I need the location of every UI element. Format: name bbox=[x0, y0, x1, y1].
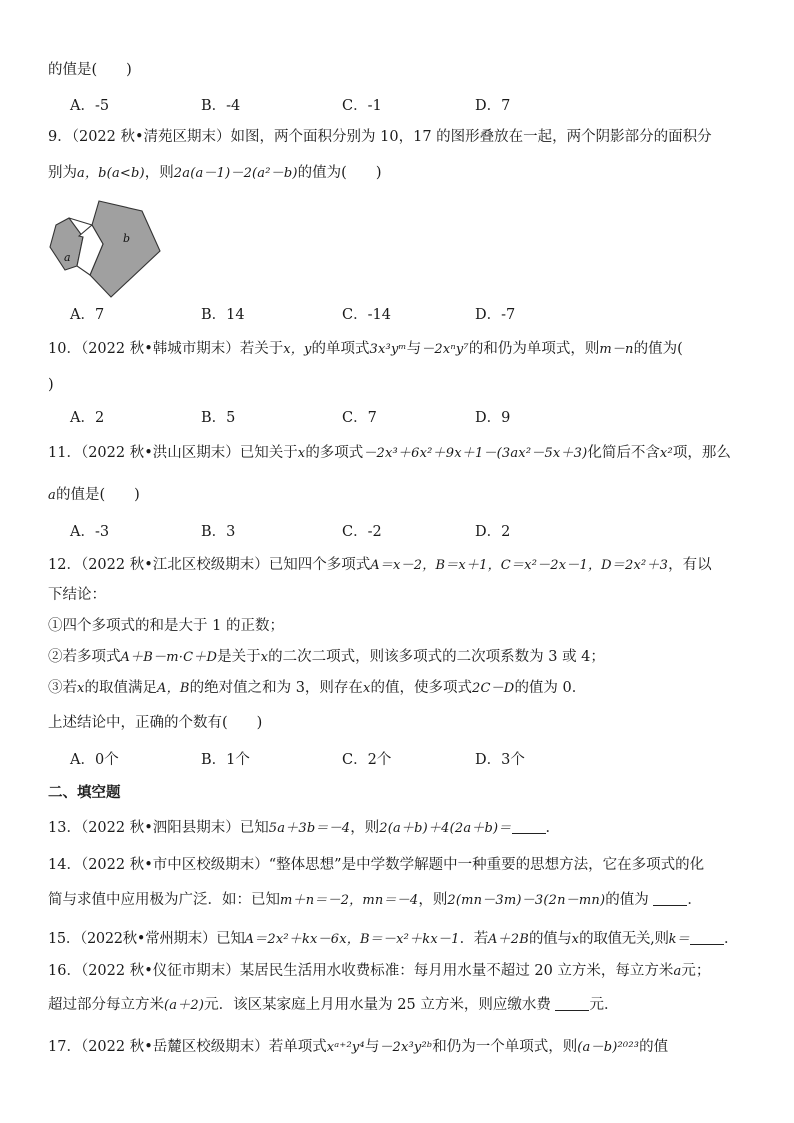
q11-text4: 项，那么 bbox=[672, 445, 731, 461]
q15-var-x: x bbox=[571, 932, 580, 947]
q15-line bbox=[48, 929, 738, 950]
q14-conditions: m＋n＝－2，mn＝－4 bbox=[280, 893, 419, 908]
q9-option-d: D．-7 bbox=[475, 307, 516, 323]
q12-c2-text: ②若多项式 bbox=[48, 649, 121, 665]
q10-monomial2: －2xⁿy⁷ bbox=[421, 342, 469, 357]
q11-line2 bbox=[48, 485, 140, 506]
q8-option-b: B．-4 bbox=[201, 98, 241, 114]
q10-text4: 的和仍为单项式，则 bbox=[468, 341, 600, 357]
q9-vars: a，b(a<b) bbox=[77, 166, 145, 181]
q15-text4: 的取值无关,则 bbox=[579, 931, 669, 947]
q8-option-d: D．7 bbox=[475, 98, 511, 114]
q8-option-c: C．-1 bbox=[342, 98, 382, 114]
q12-polynomials: A＝x－2，B＝x＋1，C＝x²－2x－1，D＝2x²＋3 bbox=[370, 558, 669, 573]
q14-line1: 14．（2022 秋•市中区校级期末）“整体思想”是中学数学解题中一种重要的思想方法，它在多项式的化 bbox=[48, 857, 705, 873]
q17-monomial2: －2x³y²ᵇ bbox=[379, 1040, 433, 1055]
section-heading-fill-in: 二、填空题 bbox=[48, 784, 121, 801]
q17-text: 17．（2022 秋•岳麓区校级期末）若单项式 bbox=[48, 1039, 327, 1055]
q16-line1 bbox=[48, 961, 710, 982]
q13-line bbox=[48, 818, 560, 839]
q12-conclusion-1: ①四个多项式的和是大于 1 的正数； bbox=[48, 618, 284, 634]
q15-text3: 的值与 bbox=[528, 931, 572, 947]
q11-expression: －2x³＋6x²＋9x＋1－(3ax²－5x＋3) bbox=[363, 446, 588, 461]
q12-line1 bbox=[48, 555, 712, 576]
q10-text3: 与 bbox=[406, 341, 422, 357]
q12-c2-expression: A＋B－m·C＋D bbox=[120, 650, 218, 665]
q13-answer-blank[interactable] bbox=[512, 819, 546, 834]
q9-option-c: C．-14 bbox=[342, 307, 391, 323]
q14-text3: 的值为 bbox=[605, 892, 654, 908]
q17-text4: 的值 bbox=[639, 1039, 669, 1055]
q12-c3-expression: 2C－D bbox=[471, 681, 515, 696]
q12-c3-text3: 的绝对值之和为 3，则存在 bbox=[189, 680, 363, 696]
q16-answer-blank[interactable] bbox=[555, 996, 589, 1011]
q17-line bbox=[48, 1037, 668, 1058]
q10-option-d: D．9 bbox=[475, 410, 511, 426]
q9-text2: ，则 bbox=[144, 165, 174, 181]
q10-option-c: C．7 bbox=[342, 410, 377, 426]
q11-text2: 的多项式 bbox=[305, 445, 364, 461]
q10-text5: 的值为( bbox=[633, 341, 683, 357]
q9-line2 bbox=[48, 163, 382, 184]
q15-text: 15．（2022秋•常州期末）已知 bbox=[48, 931, 245, 947]
q15-text2: ．若 bbox=[459, 931, 488, 947]
q12-c2-text2: 是关于 bbox=[217, 649, 261, 665]
q12-c3-vars: A，B bbox=[157, 681, 190, 696]
q12-c3-var-x: x bbox=[77, 681, 85, 696]
q12-c3-text4: 的值，使多项式 bbox=[370, 680, 472, 696]
q8-continuation: 的值是( ) bbox=[48, 62, 132, 78]
q17-text3: 和仍为一个单项式，则 bbox=[432, 1039, 578, 1055]
q16-text4: 元．该区某家庭上月用水量为 25 立方米，则应缴水费 bbox=[204, 997, 556, 1013]
q14-text2: ，则 bbox=[418, 892, 448, 908]
q10-monomial1: 3x³yᵐ bbox=[369, 342, 407, 357]
q13-expression: 2(a＋b)＋4(2a＋b)＝ bbox=[379, 821, 512, 836]
q9-overlap-figure bbox=[46, 192, 170, 302]
q9-line1: 9．（2022 秋•清苑区期末）如图，两个面积分别为 10，17 的图形叠放在一起，两个阴影部分的面积分 bbox=[48, 129, 712, 145]
q10-line2: ) bbox=[48, 377, 54, 393]
q16-text2: 元； bbox=[681, 963, 711, 979]
q10-vars: x，y bbox=[283, 342, 312, 357]
q10-text2: 的单项式 bbox=[311, 341, 370, 357]
q15-answer-blank[interactable] bbox=[690, 930, 724, 945]
q10-expression: m－n bbox=[599, 342, 634, 357]
q15-k: k＝ bbox=[668, 932, 690, 947]
q15-polynomials: A＝2x²＋kx－6x，B＝－x²＋kx－1 bbox=[244, 932, 460, 947]
q14-line2 bbox=[48, 890, 702, 911]
q16-text: 16．（2022 秋•仪征市期末）某居民生活用水收费标准：每月用水量不超过 20 立方米，每立方米 bbox=[48, 963, 674, 979]
q15-text5: ． bbox=[723, 931, 739, 947]
q12-c3-text2: 的取值满足 bbox=[84, 680, 158, 696]
q11-var-x: x bbox=[297, 446, 306, 461]
q11-option-d: D．2 bbox=[475, 524, 511, 540]
q14-text: 简与求值中应用极为广泛．如：已知 bbox=[48, 892, 280, 908]
q13-text2: ，则 bbox=[350, 820, 380, 836]
q14-answer-blank[interactable] bbox=[653, 891, 687, 906]
q12-c2-text3: 的二次二项式，则该多项式的二次项系数为 3 或 4； bbox=[268, 649, 605, 665]
q8-option-a: A．-5 bbox=[70, 98, 110, 114]
q9-option-a: A．7 bbox=[70, 307, 105, 323]
q13-text: 13．（2022 秋•泗阳县期末）已知 bbox=[48, 820, 269, 836]
q11-text: 11．（2022 秋•洪山区期末）已知关于 bbox=[48, 445, 298, 461]
q11-text3: 化简后不含 bbox=[587, 445, 660, 461]
q12-option-a: A．0个 bbox=[70, 752, 119, 768]
q12-line2: 下结论： bbox=[48, 587, 106, 603]
q10-option-b: B．5 bbox=[201, 410, 236, 426]
q12-conclusion-3 bbox=[48, 678, 586, 699]
q15-expression: A＋2B bbox=[487, 932, 529, 947]
q11-option-b: B．3 bbox=[201, 524, 236, 540]
q9-option-b: B．14 bbox=[201, 307, 245, 323]
q11-text5: 的值是( ) bbox=[55, 487, 140, 503]
q12-c3-text5: 的值为 0． bbox=[514, 680, 587, 696]
q13-equation: 5a＋3b＝－4 bbox=[268, 821, 351, 836]
q13-text3: ． bbox=[545, 820, 561, 836]
q11-var-a: a bbox=[48, 488, 56, 503]
q16-var-a: a bbox=[673, 964, 682, 979]
q12-option-c: C．2个 bbox=[342, 752, 392, 768]
q12-question: 上述结论中，正确的个数有( ) bbox=[48, 715, 263, 731]
q11-line1 bbox=[48, 443, 731, 464]
q16-text3: 超过部分每立方米 bbox=[48, 997, 164, 1013]
q12-c2-var-x: x bbox=[260, 650, 269, 665]
q12-conclusion-2 bbox=[48, 647, 605, 668]
label-b: b bbox=[123, 232, 131, 245]
q10-text: 10．（2022 秋•韩城市期末）若关于 bbox=[48, 341, 284, 357]
q11-option-c: C．-2 bbox=[342, 524, 382, 540]
q12-c3-text: ③若 bbox=[48, 680, 77, 696]
q17-expression: (a－b)²⁰²³ bbox=[577, 1040, 640, 1055]
q9-text3: 的值为( ) bbox=[297, 165, 382, 181]
q12-option-d: D．3个 bbox=[475, 752, 525, 768]
q12-text2: ，有以 bbox=[668, 557, 712, 573]
q16-expression: (a＋2) bbox=[164, 998, 205, 1013]
label-a: a bbox=[64, 251, 71, 264]
q12-c3-var-x2: x bbox=[362, 681, 371, 696]
q16-line2 bbox=[48, 995, 618, 1016]
q14-expression: 2(mn－3m)－3(2n－mn) bbox=[447, 893, 606, 908]
q16-text5: 元． bbox=[589, 997, 619, 1013]
q11-option-a: A．-3 bbox=[70, 524, 110, 540]
q9-text: 别为 bbox=[48, 165, 77, 181]
q17-monomial1: xᵃ⁺²y⁴ bbox=[326, 1040, 365, 1055]
q12-text: 12．（2022 秋•江北区校级期末）已知四个多项式 bbox=[48, 557, 371, 573]
q17-text2: 与 bbox=[364, 1039, 380, 1055]
q9-expression: 2a(a－1)－2(a²－b) bbox=[173, 166, 298, 181]
q11-var-x2: x² bbox=[659, 446, 673, 461]
q10-option-a: A．2 bbox=[70, 410, 105, 426]
q14-text4: ． bbox=[687, 892, 702, 908]
q12-option-b: B．1个 bbox=[201, 752, 250, 768]
q10-line1 bbox=[48, 339, 683, 360]
